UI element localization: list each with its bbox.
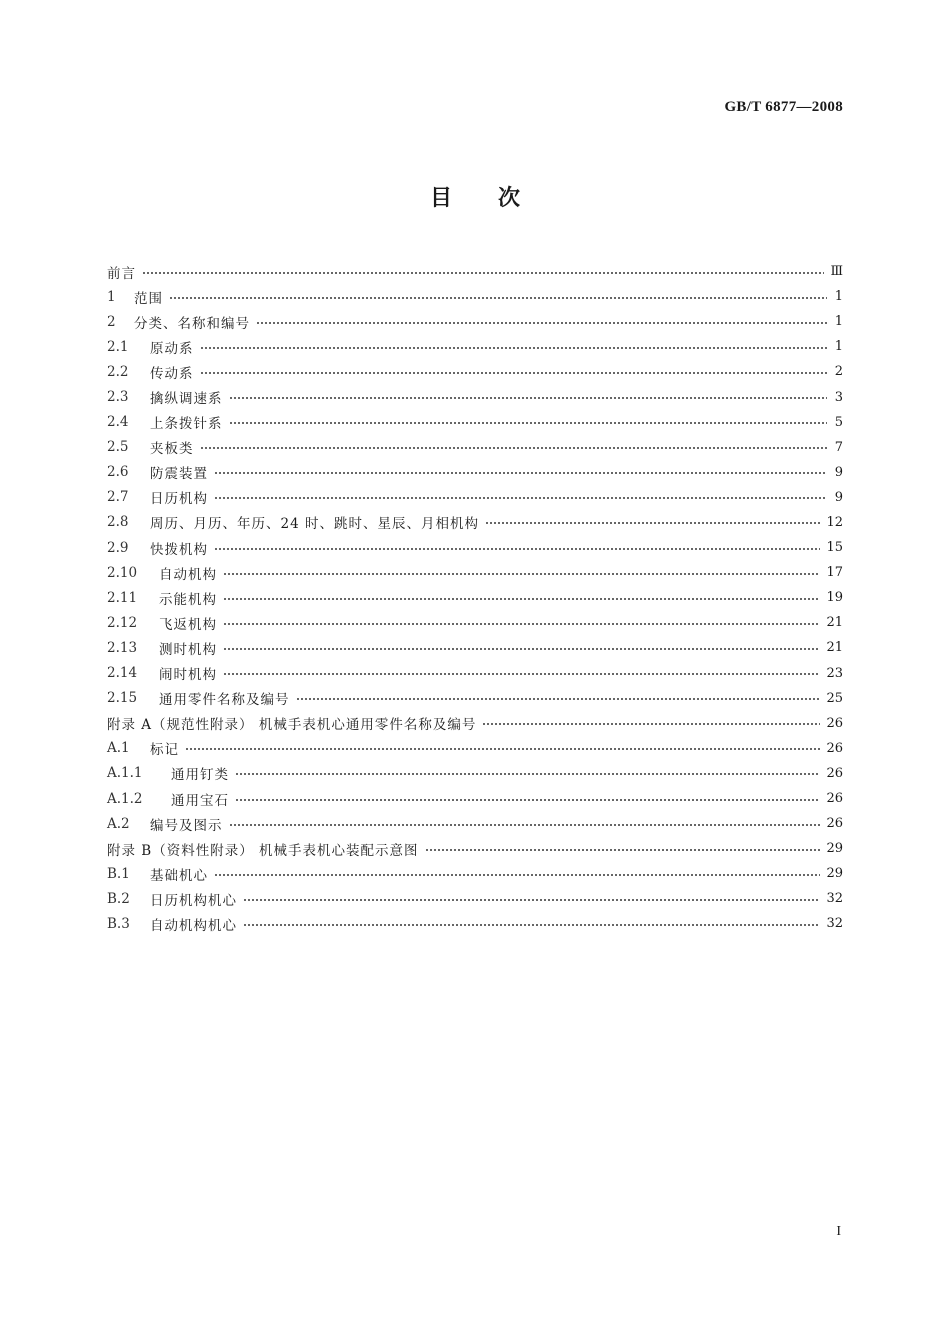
dot-leader (256, 322, 827, 324)
toc-entry-title: 前言 (107, 265, 136, 282)
dot-leader (229, 422, 828, 424)
toc-entry-page: 19 (826, 590, 843, 606)
toc-entry-number: A.1.2 (107, 790, 143, 807)
dot-leader (200, 347, 828, 349)
dot-leader (223, 598, 820, 600)
toc-entry-number: A.1 (107, 740, 130, 757)
toc-entry-title: 标记 (150, 742, 179, 759)
dot-leader (200, 372, 828, 374)
toc-entry-number: 2.3 (107, 389, 129, 406)
toc-entry[interactable] (107, 610, 843, 635)
toc-title: 目次 (429, 186, 566, 211)
toc-entry[interactable] (107, 510, 843, 535)
toc-entry[interactable] (107, 460, 843, 485)
toc-entry[interactable] (107, 836, 843, 861)
dot-leader (185, 748, 820, 750)
toc-entry-title: 示能机构 (159, 591, 217, 608)
dot-leader (223, 573, 820, 575)
toc-entry-number: B.3 (107, 915, 130, 932)
dot-leader (235, 799, 820, 801)
toc-entry-page: 7 (834, 439, 843, 455)
toc-entry-number: 1 (107, 288, 116, 305)
toc-entry-number: 2.13 (107, 639, 138, 656)
toc-entry-number: 2.2 (107, 363, 129, 380)
toc-entry-title: 闹时机构 (159, 667, 217, 684)
toc-entry-page: 26 (826, 816, 843, 832)
toc-entry[interactable] (107, 309, 843, 334)
dot-leader (229, 397, 828, 399)
toc-entry[interactable] (107, 686, 843, 711)
toc-entry-page: 5 (834, 414, 843, 430)
toc-entry-title: 周历、月历、年历、24 时、跳时、星辰、月相机构 (150, 516, 479, 533)
toc-entry-title: 原动系 (150, 340, 194, 357)
toc-entry[interactable] (107, 585, 843, 610)
toc-entry[interactable] (107, 736, 843, 761)
toc-entry-title: 防震装置 (150, 466, 208, 483)
toc-entry-number: 2.1 (107, 338, 129, 355)
toc-entry-title: 基础机心 (150, 867, 208, 884)
toc-entry-title: 通用零件名称及编号 (159, 692, 290, 709)
toc-entry[interactable] (107, 761, 843, 786)
toc-entry-number: 2.4 (107, 414, 129, 431)
dot-leader (223, 648, 820, 650)
toc-entry[interactable] (107, 786, 843, 811)
toc-entry-title: 传动系 (150, 365, 194, 382)
toc-entry-page: 1 (834, 314, 843, 330)
dot-leader (223, 623, 820, 625)
toc-entry-title: 范围 (134, 290, 163, 307)
toc-entry-title: 日历机构机心 (150, 892, 237, 909)
toc-entry[interactable] (107, 284, 843, 309)
dot-leader (243, 899, 820, 901)
toc-entry[interactable] (107, 485, 843, 510)
toc-entry-title: 自动机构 (159, 566, 217, 583)
toc-entry[interactable] (107, 535, 843, 560)
dot-leader (214, 874, 820, 876)
toc-entry-title: 附录 A（规范性附录） 机械手表机心通用零件名称及编号 (107, 717, 477, 734)
toc-entry-page: 29 (826, 841, 843, 857)
toc-entry-number: 2 (107, 313, 116, 330)
toc-entry-page: 26 (826, 740, 843, 756)
dot-leader (235, 773, 820, 775)
toc-entry-number: B.2 (107, 890, 130, 907)
toc-entry-page: 26 (826, 791, 843, 807)
toc-entry-title: 通用钉类 (171, 767, 229, 784)
toc-entry[interactable] (107, 560, 843, 585)
toc-entry-page: 17 (826, 565, 843, 581)
toc-entry-page: 9 (834, 464, 843, 480)
toc-entry-title: 编号及图示 (150, 817, 223, 834)
toc-entry-number: 2.6 (107, 464, 129, 481)
dot-leader (214, 497, 827, 499)
toc-entry[interactable] (107, 811, 843, 836)
toc-entry-title: 日历机构 (150, 491, 208, 508)
toc-entry-number: 2.5 (107, 439, 129, 456)
toc-entry-page: 1 (834, 289, 843, 305)
toc-entry-number: 2.11 (107, 589, 138, 606)
toc-entry-title: 测时机构 (159, 641, 217, 658)
toc-entry-page: 26 (826, 765, 843, 781)
toc-entry-number: 2.7 (107, 489, 129, 506)
toc-entry-title: 快拨机构 (150, 541, 208, 558)
toc-entry-number: 2.14 (107, 665, 138, 682)
dot-leader (482, 723, 820, 725)
toc-entry[interactable] (107, 635, 843, 660)
toc-list (107, 259, 843, 937)
toc-entry-page: 23 (826, 665, 843, 681)
toc-entry-number: 2.15 (107, 690, 138, 707)
toc-entry[interactable] (107, 711, 843, 736)
toc-entry-number: B.1 (107, 865, 130, 882)
toc-entry-title: 上条拨针系 (150, 416, 223, 433)
toc-entry-page: 21 (826, 615, 843, 631)
dot-leader (214, 548, 820, 550)
toc-entry[interactable] (107, 911, 843, 936)
toc-entry-page: 2 (834, 364, 843, 380)
dot-leader (169, 297, 827, 299)
toc-entry[interactable] (107, 359, 843, 384)
toc-entry[interactable] (107, 661, 843, 686)
toc-entry-title: 通用宝石 (171, 792, 229, 809)
toc-entry-page: 32 (826, 891, 843, 907)
toc-entry[interactable] (107, 334, 843, 359)
standard-code: GB/T 6877—2008 (724, 99, 843, 115)
toc-entry[interactable] (107, 861, 843, 886)
toc-entry-page: 32 (826, 916, 843, 932)
toc-entry[interactable] (107, 384, 843, 409)
toc-entry-page: 21 (826, 640, 843, 656)
toc-entry[interactable] (107, 886, 843, 911)
toc-entry-title: 分类、名称和编号 (134, 315, 250, 332)
dot-leader (425, 849, 821, 851)
toc-entry-number: A.2 (107, 815, 130, 832)
toc-entry-page: 9 (834, 489, 843, 505)
toc-entry-number: 2.9 (107, 539, 129, 556)
toc-entry-title: 自动机构机心 (150, 917, 237, 934)
toc-entry-page: 1 (834, 339, 843, 355)
dot-leader (485, 522, 820, 524)
dot-leader (229, 824, 821, 826)
dot-leader (296, 698, 821, 700)
toc-entry[interactable] (107, 410, 843, 435)
toc-entry[interactable] (107, 259, 843, 284)
dot-leader (223, 673, 820, 675)
toc-entry-title: 擒纵调速系 (150, 391, 223, 408)
toc-entry-title: 附录 B（资料性附录） 机械手表机心装配示意图 (107, 842, 419, 859)
dot-leader (200, 447, 828, 449)
toc-entry-page: 29 (826, 866, 843, 882)
toc-entry-page: 3 (834, 389, 843, 405)
toc-entry-number: 2.8 (107, 514, 129, 531)
toc-entry-page: 25 (826, 690, 843, 706)
toc-entry[interactable] (107, 435, 843, 460)
toc-entry-page: 12 (826, 514, 843, 530)
toc-entry-page: 26 (826, 715, 843, 731)
toc-entry-page: 15 (826, 540, 843, 556)
toc-entry-page: Ⅲ (830, 264, 843, 280)
toc-entry-title: 夹板类 (150, 441, 194, 458)
dot-leader (243, 924, 820, 926)
dot-leader (142, 272, 824, 274)
toc-entry-number: 2.10 (107, 564, 138, 581)
page-number: I (836, 1224, 841, 1239)
toc-entry-title: 飞返机构 (159, 616, 217, 633)
dot-leader (214, 472, 827, 474)
toc-entry-number: A.1.1 (107, 765, 143, 782)
toc-entry-number: 2.12 (107, 614, 138, 631)
